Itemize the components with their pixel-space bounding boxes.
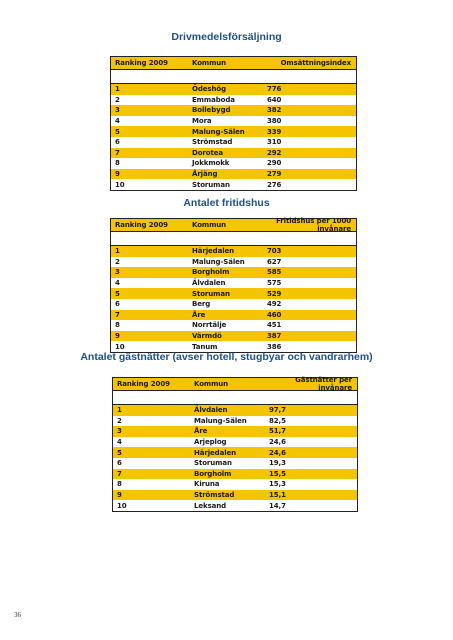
table-cell: 1 (117, 406, 122, 415)
table-header-row (111, 57, 356, 70)
table-header-cell: Ranking 2009 (117, 380, 170, 388)
table-cell: Storuman (192, 180, 230, 189)
table-row (111, 310, 356, 321)
table-row (111, 148, 356, 159)
table-cell: 82,5 (269, 416, 286, 425)
table-header-cell: Ranking 2009 (115, 59, 168, 67)
table-cell: 5 (115, 127, 120, 136)
table-row (111, 278, 356, 289)
table-row (113, 447, 357, 458)
table-cell: 1 (115, 247, 120, 256)
table-cell: 9 (115, 170, 120, 179)
table-header-cell: Ranking 2009 (115, 221, 168, 229)
table-cell: Ödeshög (192, 85, 226, 94)
table-cell: 9 (117, 491, 122, 500)
table-cell: 7 (117, 469, 122, 478)
table-cell: 382 (267, 106, 282, 115)
table-cell: 8 (117, 480, 122, 489)
table-cell: 640 (267, 95, 282, 104)
table-cell: 310 (267, 138, 282, 147)
section-title-gastnatter: Antalet gästnätter (avser hotell, stugbyar och vandrarhem) (80, 351, 373, 363)
table-cell: 24,6 (269, 448, 286, 457)
table-cell: Malung-Sälen (194, 416, 247, 425)
table-cell: Norrtälje (192, 321, 227, 330)
table-cell: 51,7 (269, 427, 286, 436)
table-cell: 7 (115, 310, 120, 319)
table-cell: 9 (115, 332, 120, 341)
table-cell: Leksand (194, 501, 227, 510)
table-row (111, 105, 356, 116)
page-number: 36 (14, 611, 21, 619)
table-cell: 492 (267, 300, 282, 309)
table-cell: Älvdalen (194, 406, 228, 415)
table-row (111, 246, 356, 257)
table-spacer (111, 70, 356, 84)
table-cell: 386 (267, 342, 282, 351)
table-cell: 7 (115, 148, 120, 157)
table-cell: 3 (115, 106, 120, 115)
table-cell: 276 (267, 180, 282, 189)
table-cell: 3 (117, 427, 122, 436)
table-cell: 5 (115, 289, 120, 298)
table-cell: 4 (115, 117, 120, 126)
table-cell: 2 (115, 95, 120, 104)
table-cell: Storuman (194, 459, 232, 468)
table-cell: 8 (115, 321, 120, 330)
table-cell: 10 (115, 342, 125, 351)
table-cell: Jokkmokk (192, 159, 230, 168)
table-drivmedel (110, 56, 357, 191)
table-cell: Härjedalen (194, 448, 237, 457)
table-row (111, 257, 356, 268)
table-spacer (113, 391, 357, 405)
table-cell: Härjedalen (192, 247, 235, 256)
table-cell: Borgholm (194, 469, 232, 478)
table-cell: 575 (267, 279, 282, 288)
table-row (111, 116, 356, 127)
table-cell: 19,3 (269, 459, 286, 468)
table-row (113, 426, 357, 437)
table-cell: 24,6 (269, 438, 286, 447)
table-cell: 292 (267, 148, 282, 157)
table-cell: Årjäng (192, 170, 218, 179)
table-cell: 290 (267, 159, 282, 168)
table-cell: 15,1 (269, 491, 286, 500)
table-row (113, 479, 357, 490)
table-header-cell: Fritidshus per 1000 invånare (276, 217, 351, 233)
table-cell: Malung-Sälen (192, 127, 245, 136)
table-cell: 6 (115, 138, 120, 147)
table-cell: 451 (267, 321, 282, 330)
table-header-cell: Kommun (192, 59, 227, 67)
table-header-row (113, 378, 357, 391)
table-row (113, 458, 357, 469)
table-cell: Tanum (192, 342, 218, 351)
table-cell: 387 (267, 332, 282, 341)
table-cell: 460 (267, 310, 282, 319)
table-cell: 8 (115, 159, 120, 168)
table-cell: 10 (117, 501, 127, 510)
table-row (111, 137, 356, 148)
table-row (113, 469, 357, 480)
table-cell: 2 (117, 416, 122, 425)
table-row (113, 416, 357, 427)
table-cell: 6 (117, 459, 122, 468)
table-cell: 5 (117, 448, 122, 457)
table-cell: 97,7 (269, 406, 286, 415)
table-cell: Kiruna (194, 480, 220, 489)
table-row (111, 179, 356, 190)
table-cell: Åre (192, 310, 206, 319)
table-cell: 279 (267, 170, 282, 179)
table-row (111, 95, 356, 106)
table-gastnatter (112, 377, 358, 512)
table-cell: Emmaboda (192, 95, 235, 104)
table-cell: Storuman (192, 289, 230, 298)
table-cell: 585 (267, 268, 282, 277)
table-cell: 380 (267, 117, 282, 126)
table-row (113, 500, 357, 511)
table-row (111, 299, 356, 310)
table-header-row (111, 219, 356, 232)
table-row (111, 331, 356, 342)
table-cell: 529 (267, 289, 282, 298)
table-header-cell: Omsättningsindex (280, 59, 351, 67)
table-cell: Dorotea (192, 148, 223, 157)
table-row (113, 490, 357, 501)
table-row (111, 158, 356, 169)
table-cell: 6 (115, 300, 120, 309)
table-row (113, 405, 357, 416)
table-cell: 14,7 (269, 501, 286, 510)
table-cell: Mora (192, 117, 212, 126)
section-title-drivmedel: Drivmedelsförsäljning (171, 31, 282, 43)
table-cell: Älvdalen (192, 279, 226, 288)
table-cell: 15,5 (269, 469, 286, 478)
table-row (111, 320, 356, 331)
table-cell: 1 (115, 85, 120, 94)
table-header-cell: Kommun (192, 221, 227, 229)
table-cell: 4 (117, 438, 122, 447)
table-row (111, 267, 356, 278)
table-spacer (111, 232, 356, 246)
table-cell: Bollebygd (192, 106, 231, 115)
table-cell: 10 (115, 180, 125, 189)
table-cell: 339 (267, 127, 282, 136)
table-cell: 703 (267, 247, 282, 256)
table-cell: Malung-Sälen (192, 257, 245, 266)
table-header-cell: Kommun (194, 380, 229, 388)
table-cell: Värmdö (192, 332, 222, 341)
table-row (111, 288, 356, 299)
table-fritidshus (110, 218, 357, 353)
table-cell: Berg (192, 300, 211, 309)
table-cell: 2 (115, 257, 120, 266)
section-title-fritidshus: Antalet fritidshus (183, 197, 270, 209)
table-header-cell: Gästnätter per invånare (295, 376, 352, 392)
table-cell: Strömstad (194, 491, 235, 500)
table-row (113, 437, 357, 448)
table-row (111, 169, 356, 180)
table-row (111, 126, 356, 137)
table-cell: 3 (115, 268, 120, 277)
table-cell: 776 (267, 85, 282, 94)
table-cell: 4 (115, 279, 120, 288)
table-cell: Arjeplog (194, 438, 227, 447)
table-row (111, 84, 356, 95)
table-cell: 15,3 (269, 480, 286, 489)
table-cell: Åre (194, 427, 208, 436)
table-cell: 627 (267, 257, 282, 266)
table-cell: Strömstad (192, 138, 233, 147)
table-cell: Borgholm (192, 268, 230, 277)
